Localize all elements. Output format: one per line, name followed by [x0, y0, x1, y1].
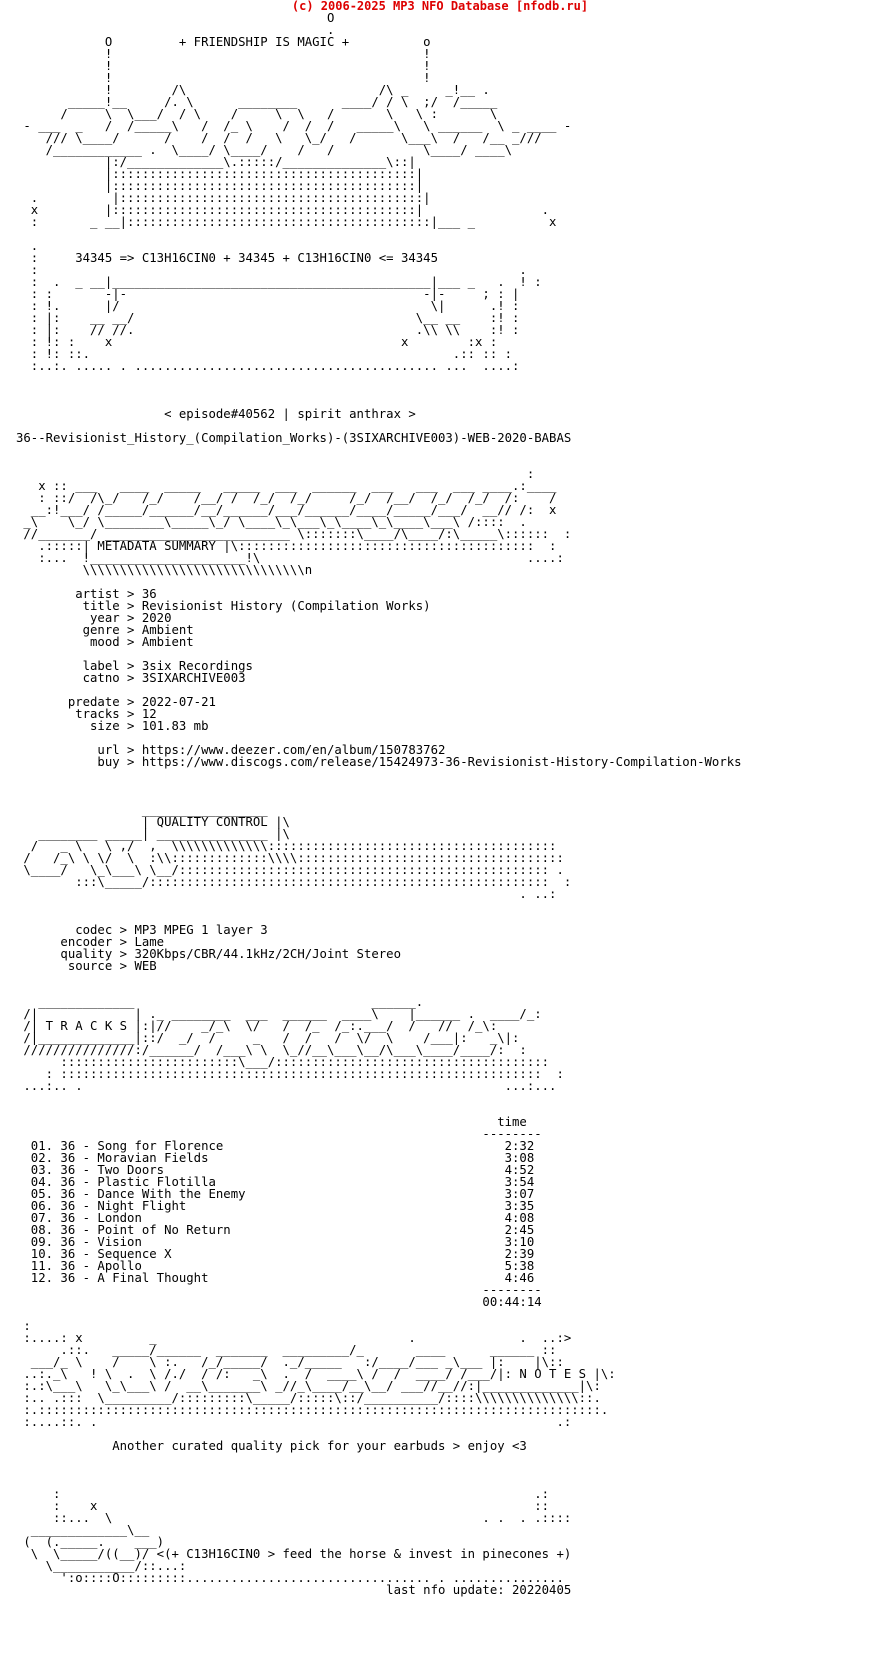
nfo-text: O . O + FRIENDSHIP IS MAGIC + o ! ! ! ! ! ! ! /\ /\ _ _!__ . _____!__ /. \ ________ ____/ / \ ;/ /_____ / \ \___/ / \ / \ \ / \ \ : \ - ___ _ / /_____\ / /_ \ / / / _____\ \ ______ \ _ ____ - /// \____/ / / / / \ \_/ / \___\ / /__ _/// /____________ . \____/ \____/ / / \____/ ____\ |:/_____________\.:::::/______________\::| |:::::::::::::::::::::::::::::::::::::::::| |:::::::::::::::::::::::::::::::::::::::::| . |:::::::::::::::::::::::::::::::::::::::::| x |:::::::::::::::::::::::::::::::::::::::::| . : _ __|:::::::::::::::::::::::::::::::::::::::::|___ _ x . : 34345 => C13H16CIN0 + 34345 + C13H16CIN0 <= 34345 : . : . _ __|___________________________________________|___ _ . ! : : : -|- -|- ; : | : !. |/ \| .! : : |: __ __/ \__ __ :! : : |: // //. .\\ \\ :! : : !: : x x :x : : !: ::. .:: :: : :..:. ..... . ......................................... ... ....: < episode#40562 | spirit anthrax > 36--Revisionist_History_(Compilation_Works)-(3SIXARCHIVE003)-WEB-2020-BABAS : x :: ___ ____ _____ _____ ___ ______ ___ ___ ___ ____.:____ : ::/ /\_/ /_/ /__/ / /_/ /_/ /_/ /__/ /_/ /_/ /: / __:!___/ /_____/______/__/______/___/______/____/_____/___/ __// /: x _\ \_/ \________\_____\_/ \____\_\___\_\____\_\____\___\ /:::: . //_______/ _________________________ \:::::::\____/\____/:\_____\:::::: : .:::::| METADATA SUMMARY |\:::::::::::::::::::::::::::::::::::::::: : :... !_____________________!\ ....: \\\\\\\\\\\\\\\\\\\\\\\\\\\\\\n artist > 36 title > Revisionist History (Compilation Works) year > 2020 genre > Ambient mood > Ambient label > 3six Recordings catno > 3SIXARCHIVE003 predate > 2022-07-21 tracks > 12 size > 101.83 mb url > https://www.deezer.com/en/album/150783762 buy > https://www.discogs.com/release/15424973-36-Revisionist-History-Compilation-Works _________________ | QUALITY CONTROL |\ ________ _____| _______________ |\ / _ \ \ ,/ , \\\\\\\\\\\\\::::::::::::::::::::::::::::::::::::::: / /_\ \ \/ \ :\\:::::::::::::\\\\:::::::::::::::::::::::::::::::::::: \____/ \_\___\ \__/:::::::::::::::::::::::::::::::::::::::::::::::::: . :::\_____/:::::::::::::::::::::::::::::::::::::::::::::::::::::: : . ..: codec > MP3 MPEG 1 layer 3 encoder > Lame quality > 320Kbps/CBR/44.1kHz/2CH/Joint Stereo source > WEB _____________ ______. /| | ._ ________ ___ ______ ____\ |______ . ____/_: /| T R A C K S |:|// _/_\ \/ / /_ /_:.___/ / // /_\: /|_____________|::/ _/ / _ / / / \/ \ /___|: _\|: ///////////////:/______/ /___\ \ \_//__\___\__/\___\____/____/: : ::::::::::::::::::::::::\___/::::::::::::::::::::::::::::::::::::: : ::::::::::::::::::::::::::::::::::::::::::::::::::::::::::::::::: : ...:.. . ...:... time -------- 01. 36 - Song for Florence 2:32 02. 36 - Moravian Fields 3:08 03. 36 - Two Doors 4:52 04. 36 - Plastic Flotilla 3:54 05. 36 - Dance With the Enemy 3:07 06. 36 - Night Flight 3:35 07. 36 - London 4:08 08. 36 - Point of No Return 2:45 09. 36 - Vision 3:10 10. 36 - Sequence X 2:39 11. 36 - Apollo 5:38 12. 36 - A Final Thought 4:46 -------- 00:44:14 : :....: x _ . . ..:> .::. _____/______ _______ _________/_ ____ ______ :: ___/_ \ / \ :. /_/_____/ ._/_____ :/____/___ _\___ |: |\:: ..:._\ ! \ . \ /./ / /: _\ . / ____\ / / ____/ /___/|: N O T E S |\: :.:\___\ \_\___\ / __\_______\ _//_\____/__\__/ ___//__//:|_____________|\: :.. .::: \_________/:::::::::\_____/:::::\::/__________/::::\\\\\\\\\\\\\\::. :.::::::::::::::::::::::::::::::::::::::::::::::::::::::::::::::::::::::::::::. :....::. . .: Another curated quality pick for your earbuds > enjoy <3 : .: : x :: ::... \ . . . .:::: _____________\__ ( (._____. ___) \ \_____/((__)/ <(+ C13H16CIN0 > feed the horse & invest in pinecones +) \___________/::...: ':o::::O:::::::::................................. . ............... last nfo update: 20220405 [16, 11, 742, 1597]
copyright-header: (c) 2006-2025 MP3 NFO Database [nfodb.ru] [291, 0, 589, 13]
